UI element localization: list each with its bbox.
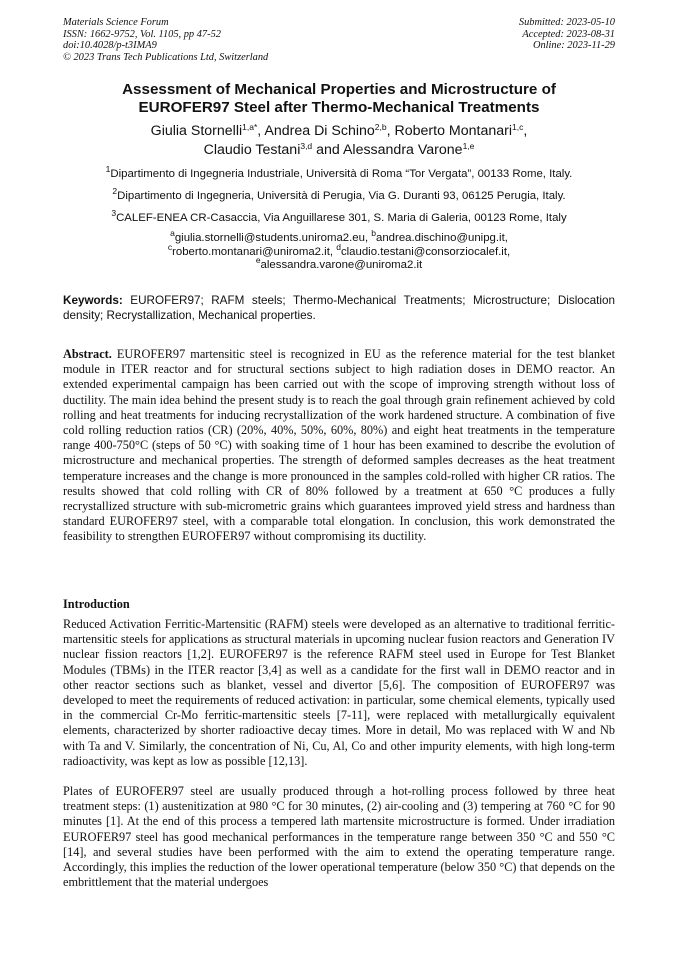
keywords-label: Keywords: xyxy=(63,294,123,307)
paper-title xyxy=(63,81,615,117)
intro-paragraph-2: Plates of EUROFER97 steel are usually produced through a hot-rolling process followed by three heat treatment steps: (1) austenitization at 980 °C for 30 minutes, (2) air-cooling and (3) tempering at 760 °C for 90 minutes [1]. At the end of this process a tempered lath martensite microstructure is formed. Under irradiation EUROFER97 steel has good mechanical performances in the temperature range between 350 °C and 550 °C [14], and several studies have been performed with the aim to extend the operating temperature range. Accordingly, this implies the reduction of the lower operational temperature (below 350 °C) that depends on the embrittlement that the material undergoes xyxy=(63,784,615,890)
author-name: Giulia Stornelli xyxy=(150,123,243,139)
email-link[interactable]: giulia.stornelli@students.uniroma2.eu, xyxy=(174,232,372,244)
email-link[interactable]: roberto.montanari@uniroma2.it, xyxy=(172,245,337,258)
author-separator: , xyxy=(523,123,528,139)
journal-name: Materials Science Forum xyxy=(63,17,169,28)
accepted-date: Accepted: 2023-08-31 xyxy=(522,28,615,40)
author-separator: and xyxy=(312,141,343,158)
journal-info xyxy=(63,17,268,63)
copyright: © 2023 Trans Tech Publications Ltd, Switzerland xyxy=(63,51,269,63)
abstract xyxy=(63,347,615,545)
affiliation-text: Dipartimento di Ingegneria, Università di Perugia, Via G. Duranti 93, 06125 Perugia, Italy. xyxy=(117,190,566,202)
section-heading-introduction: Introduction xyxy=(63,597,130,611)
author-sup: 1,c xyxy=(512,122,524,132)
author-list xyxy=(63,122,615,159)
author-name: Claudio Testani xyxy=(203,141,301,158)
affiliation-text: CALEF-ENEA CR-Casaccia, Via Anguillarese 301, S. Maria di Galeria, 00123 Rome, Italy xyxy=(116,212,567,224)
affiliation-3 xyxy=(63,208,615,225)
email-sup: d xyxy=(336,241,341,252)
affiliation-2 xyxy=(63,186,615,203)
author-name: Andrea Di Schino xyxy=(264,123,375,139)
email-sup: b xyxy=(371,228,377,238)
title-line-1: Assessment of Mechanical Properties and Microstructure of xyxy=(122,81,556,98)
author-sup: 2,b xyxy=(374,122,387,132)
doi: doi:10.4028/p-t3IMA9 xyxy=(63,40,157,52)
affiliation-sup: 1 xyxy=(105,164,111,174)
keywords-text: EUROFER97; RAFM steels; Thermo-Mechanical Treatments; Microstructure; Dislocation density; Recrystallization, Mechanical properties. xyxy=(63,294,615,322)
email-link[interactable]: andrea.dischino@unipg.it, xyxy=(376,232,508,244)
intro-paragraph-1: Reduced Activation Ferritic-Martensitic (RAFM) steels were developed as an alternative to traditional ferritic-martensitic steels for applications as structural materials in upcoming nuclear fusion reactors and Generation IV nuclear fission reactors [1,2]. EUROFER97 is the reference RAFM steel used in Europe for Test Blanket Modules (TBMs) in the ITER reactor [3,4] as well as a candidate for the first wall in DEMO reactor and in other reactor sections such as blanket, vessel and divertor [5,6]. The composition of EUROFER97 was developed to meet the requirements of reduced activation: in particular, some chemical elements, typically used in the commercial Cr-Mo ferritic-martensitic steels [7-11], were replaced with metallurgically equivalent elements, characterized by shorter radioactive decay times. More in detail, Mo was replaced with W and Nb with Ta and V. Similarly, the concentration of Ni, Cu, Al, Co and other impurity elements, with high long-term radioactivity, was kept as low as possible [12,13]. xyxy=(63,617,615,768)
author-sup: 1,e xyxy=(462,140,475,151)
author-sup: 1,a* xyxy=(242,122,258,132)
keywords xyxy=(63,294,615,323)
email-link[interactable]: claudio.testani@consorziocalef.it, xyxy=(340,245,511,258)
author-separator: , xyxy=(257,123,265,139)
author-separator: , xyxy=(386,123,395,139)
abstract-label: Abstract. xyxy=(63,347,112,361)
issn: ISSN: 1662-9752, Vol. 1105, pp 47-52 xyxy=(63,28,221,40)
authors-line-2 xyxy=(63,141,615,160)
author-name: Roberto Montanari xyxy=(394,123,513,139)
submitted-date: Submitted: 2023-05-10 xyxy=(518,17,615,28)
email-link[interactable]: alessandra.varone@uniroma2.it xyxy=(260,259,423,271)
affiliation-text: Dipartimento di Ingegneria Industriale, Università di Roma “Tor Vergata”, 00133 Rome, Italy. xyxy=(110,168,573,180)
email-sup: c xyxy=(167,241,173,252)
title-line-2: EUROFER97 Steel after Thermo-Mechanical Treatments xyxy=(138,99,540,116)
online-date: Online: 2023-11-29 xyxy=(532,40,615,52)
abstract-text: EUROFER97 martensitic steel is recognized in EU as the reference material for the test blanket module in ITER reactor and for structural sections subject to high radiation doses in DEMO reactor. An extended experimental campaign has been carried out with the scope of improving strength without loss of ductility. The main idea behind the present study is to reach the goal through grain refinement achieved by cold rolling and heat treatments for inducing recrystallization of the work hardened structure. A combination of five cold rolling reduction ratios (CR) (20%, 40%, 50%, 60%, 80%) and eight heat treatments in the temperature range 400-750°C (steps of 50 °C) with soaking time of 1 hour has been examined to describe the evolution of microstructure and mechanical properties. The strength of deformed samples decreases as the heat treatment temperature increases and the change is more pronounced in the samples cold-rolled with higher CR ratios. The results showed that cold rolling with CR of 80% followed by a treatment at 650 °C produces a fully recrystallized structure with sub-micrometric grains which guarantees improved yield stress and hardness than standard EUROFER97 steel, with a comparable total elongation. In conclusion, this work demonstrated the feasibility to strengthen EUROFER97 without compromising its ductility. xyxy=(63,347,615,544)
affiliation-1 xyxy=(63,164,615,181)
authors-line-1 xyxy=(63,122,615,141)
author-emails xyxy=(63,228,615,273)
affiliation-sup: 2 xyxy=(112,186,118,196)
email-sup: e xyxy=(255,255,261,265)
author-sup: 3,d xyxy=(300,140,313,151)
affiliation-sup: 3 xyxy=(111,208,117,218)
author-name: Alessandra Varone xyxy=(342,141,463,158)
email-sup: a xyxy=(170,228,175,238)
dates-info xyxy=(519,17,615,52)
